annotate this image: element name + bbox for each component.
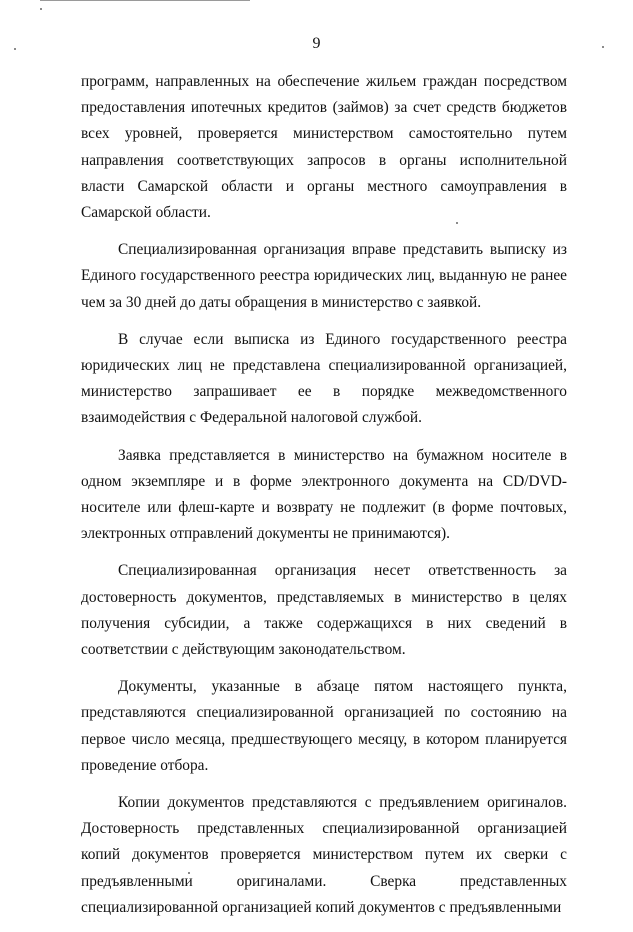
paragraph: Копии документов представляются с предъявлением оригиналов. Достоверность представленных специализированной организацией копий документов проверяется министерством путем их сверки с предъявленными оригиналами. Сверка представленных специализированной организацией копий документов с предъявленными (81, 794, 567, 916)
page-number: 9 (312, 35, 321, 52)
scan-speck (40, 8, 42, 10)
paragraph: Заявка представляется в министерство на бумажном носителе в одном экземпляре и в форме электронного документа на CD/DVD-носителе или флеш-карте и возврату не подлежит (в форме почтовых, электронных отправлений документы не принимаются). (81, 446, 567, 543)
paragraph: В случае если выписка из Единого государственного реестра юридических лиц не представлена специализированной организацией, министерство запрашивает ее в порядке межведомственного взаимодействия с Федеральной налоговой службой. (81, 330, 567, 427)
scan-edge-line (40, 0, 250, 1)
paragraph: Специализированная организация несет ответственность за достоверность документов, представляемых в министерство в целях получения субсидии, а также содержащихся в них сведений в соответствии с действующим законодательством. (81, 562, 567, 659)
paragraph: программ, направленных на обеспечение жильем граждан посредством предоставления ипотечных кредитов (займов) за счет средств бюджетов всех уровней, проверяется министерством самостоятельно путем направления соответствующих запросов в органы исполнительной власти Самарской области и органы местного самоуправления в Самарской области. (81, 73, 567, 222)
paragraph: Специализированная организация вправе представить выписку из Единого государственного реестра юридических лиц, выданную не ранее чем за 30 дней до даты обращения в министерство с заявкой. (81, 241, 567, 311)
document-body (81, 69, 567, 932)
paragraph: Документы, указанные в абзаце пятом настоящего пункта, представляются специализированной организацией по состоянию на первое число месяца, предшествующего месяцу, в котором планируется проведение отбора. (81, 678, 567, 774)
